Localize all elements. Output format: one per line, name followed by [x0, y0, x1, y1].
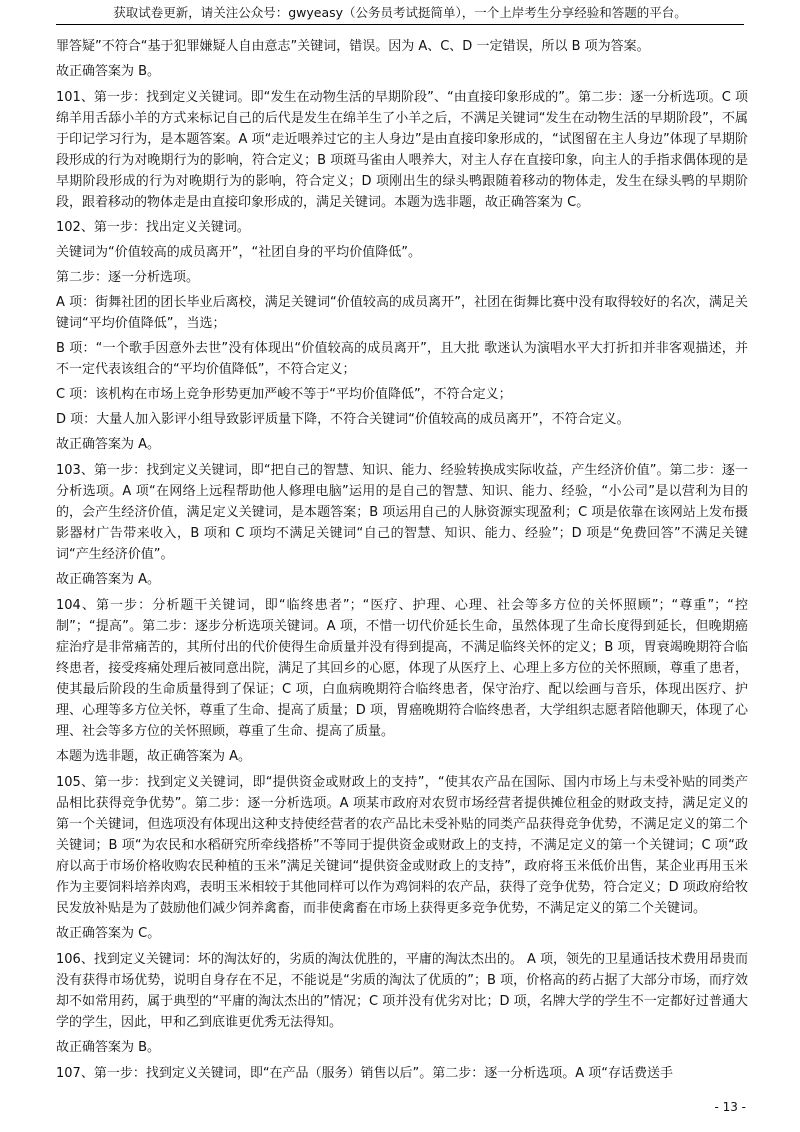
- answer-line: 故正确答案为 B。: [56, 1040, 161, 1055]
- paragraph: C 项：该机构在市场上竞争形势更加严峻不等于“平均价值降低”，不符合定义；: [56, 387, 512, 402]
- paragraph: 104、第一步：分析题干关键词，即“临终患者”；“医疗、护理、心理、社会等多方位的关怀照顾”；“尊重”；“控制”；“提高”。第二步：逐步分析选项关键词。A 项，不惜一切代价延长生命，虽然体现了生命长度得到延长，但晚期癌症治疗是非常痛苦的，其所付出的代价使得生命质量并没有得到提高，不满足临终关怀的定义；B 项，胃衰竭晚期符合临终患者，接受疼痛处理后被同意出院，满足了其回乡的心愿，体现了从医疗上、心理上多方位的关怀照顾，尊重了患者，使其最后阶段的生命质量得到了保证；C 项，白血病晚期符合临终患者，保守治疗、配以绘画与音乐，体现出医疗、护理、心理等多方位关怀，尊重了生命、提高了质量；D 项，胃癌晚期符合临终患者，大学组织志愿者陪他聊天，体现了心理、社会等多方位的关怀照顾，尊重了生命、提高了质量。: [56, 598, 748, 739]
- paragraph: 103、第一步：找到定义关键词，即“把自己的智慧、知识、能力、经验转换成实际收益，产生经济价值”。第二步：逐一分析选项。A 项“在网络上远程帮助他人修理电脑”运用的是自己的智慧、知识、能力、经验，“小公司”是以营利为目的的，会产生经济价值，满足定义关键词，是本题答案；B 项运用自己的人脉资源实现盈利；C 项是依靠在该网站上发布摄影器材广告带来收入，B 项和 C 项均不满足关键词“自己的智慧、知识、能力、经验”；D 项是“免费回答”不满足关键词“产生经济价值”。: [56, 463, 748, 562]
- paragraph: 罪答疑”不符合“基于犯罪嫌疑人自由意志”关键词，错误。因为 A、C、D 一定错误，所以 B 项为答案。: [56, 39, 650, 54]
- paragraph: 106、找到定义关键词：坏的淘汰好的，劣质的淘汰优胜的，平庸的淘汰杰出的。 A 项，领先的卫星通话技术费用昂贵而没有获得市场优势，说明自身存在不足，不能说是“劣质的淘汰了优质的”；B 项，价格高的药占据了大部分市场，而疗效却不如常用药，属于典型的“平庸的淘汰杰出的”情况；C 项并没有优劣对比；D 项，名牌大学的学生不一定都好过普通大学的学生，因此，甲和乙到底谁更优秀无法得知。: [56, 952, 748, 1030]
- page-number: - 13 -: [714, 1100, 746, 1114]
- paragraph: A 项：街舞社团的团长毕业后离校，满足关键词“价值较高的成员离开”，社团在街舞比赛中没有取得较好的名次，满足关键词“平均价值降低”，当选；: [56, 295, 748, 331]
- paragraph: 第二步：逐一分析选项。: [56, 270, 200, 285]
- answer-line: 故正确答案为 A。: [56, 437, 161, 452]
- paragraph: 101、第一步：找到定义关键词。即“发生在动物生活的早期阶段”、“由直接印象形成的”。第二步：逐一分析选项。C 项绵羊用舌舔小羊的方式来标记自己的后代是发生在绵羊生了小羊之后，不满足关键词“发生在动物生活的早期阶段”，不属于印记学习行为，是本题答案。A 项“走近喂养过它的主人身边”是由直接印象形成的，“试图留在主人身边”体现了早期阶段形成的行为对晚期行为的影响，符合定义；B 项斑马雀由人喂养大，对主人存在直接印象，向主人的手指求偶体现的是早期阶段形成的行为对晚期行为的影响，符合定义；D 项刚出生的绿头鸭跟随着移动的物体走，发生在绿头鸭的早期阶段，跟着移动的物体走是由直接印象形成的，满足关键词。本题为选非题，故正确答案为 C。: [56, 90, 748, 210]
- header-divider: [56, 24, 744, 25]
- page-header: 获取试卷更新，请关注公众号：gwyeasy（公务员考试挺简单），一个上岸考生分享经验和答题的平台。: [113, 5, 687, 20]
- paragraph: B 项：“一个歌手因意外去世”没有体现出“价值较高的成员离开”，且大批 歌迷认为演唱水平大打折扣并非客观描述，并不一定代表该组合的“平均价值降低”，不符合定义；: [56, 341, 748, 377]
- answer-line: 故正确答案为 A。: [56, 572, 161, 587]
- paragraph: 关键词为“价值较高的成员离开”，“社团自身的平均价值降低”。: [56, 245, 421, 260]
- document-body: [56, 36, 748, 1088]
- answer-line: 本题为选非题，故正确答案为 A。: [56, 749, 252, 764]
- paragraph: 107、第一步：找到定义关键词，即“在产品（服务）销售以后”。第二步：逐一分析选项。A 项“存话费送手: [56, 1066, 674, 1081]
- answer-line: 故正确答案为 C。: [56, 926, 161, 941]
- paragraph: 102、第一步：找出定义关键词。: [56, 220, 250, 235]
- paragraph: 105、第一步：找到定义关键词，即“提供资金或财政上的支持”，“使其农产品在国际、国内市场上与未受补贴的同类产品相比获得竞争优势”。第二步：逐一分析选项。A 项某市政府对农贸市场经营者提供摊位租金的财政支持，满足定义的第一个关键词，但选项没有体现出这种支持使经营者的农产品比未受补贴的同类产品获得竞争优势，不满足定义的第二个关键词；B 项“为农民和水稻研究所牵线搭桥”不等同于提供资金或财政上的支持，不满足定义的第一个关键词；C 项“政府以高于市场价格收购农民种植的玉米”满足关键词“提供资金或财政上的支持”，政府将玉米低价出售，某企业再用玉米作为主要饲料培养肉鸡，表明玉米相较于其他同样可以作为鸡饲料的农产品，获得了竞争优势，符合定义；D 项政府给牧民发放补贴是为了鼓励他们减少饲养禽畜，而非使禽畜在市场上获得更多竞争优势，不满足定义的第二个关键词。: [56, 775, 748, 916]
- answer-line: 故正确答案为 B。: [56, 64, 161, 79]
- paragraph: D 项：大量人加入影评小组导致影评质量下降，不符合关键词“价值较高的成员离开”，不符合定义。: [56, 412, 630, 427]
